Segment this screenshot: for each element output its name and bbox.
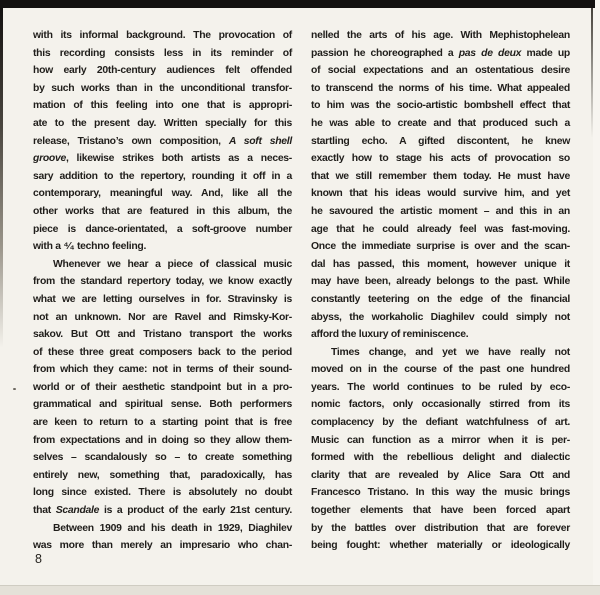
text-segment: entirely new, something that, paradoxically, has	[33, 469, 292, 481]
text-line	[33, 133, 292, 151]
text-line	[33, 115, 292, 133]
text-line	[311, 396, 570, 414]
text-segment: selves – scandalously so – to create something	[33, 452, 292, 464]
text-segment: to transcend the norms of his time. What appealed	[311, 82, 570, 94]
page-right-edge	[593, 8, 600, 595]
text-segment: dal has passed, this moment, however unique it	[311, 258, 570, 270]
text-line	[311, 379, 570, 397]
text-line	[33, 361, 292, 379]
text-line	[311, 45, 570, 63]
text-line	[33, 291, 292, 309]
text-line	[33, 449, 292, 467]
text-segment: contemporary, meaningful way. And, like all the	[33, 188, 292, 200]
text-segment: was more than merely an impresario who chan-	[33, 540, 292, 552]
text-segment: clarity that are revealed by Alice Sara Ott and	[311, 469, 570, 481]
page-right-edge-line	[591, 8, 593, 138]
text-line	[33, 537, 292, 555]
text-segment: mation of this feeling into one that is appropri-	[33, 100, 292, 112]
text-line	[33, 520, 292, 538]
text-line	[311, 238, 570, 256]
text-line	[33, 379, 292, 397]
text-segment: with a ⁴⁄₄ techno feeling.	[33, 241, 147, 253]
text-line	[33, 185, 292, 203]
text-segment: nomic factors, only occasionally stirred from its	[311, 399, 570, 411]
text-segment: world or of their aesthetic standpoint but in a pro-	[33, 381, 292, 393]
text-line	[311, 414, 570, 432]
text-segment: what we are letting ourselves in for. Stravinsky is	[33, 293, 292, 305]
text-segment: other works that are featured in this album, the	[33, 205, 292, 217]
text-column-right	[311, 27, 570, 555]
italic-text: pas de deux	[458, 47, 522, 59]
text-line	[311, 502, 570, 520]
text-line	[33, 238, 292, 256]
text-segment: constantly teetering on the edge of the financial	[311, 293, 570, 305]
text-line	[33, 150, 292, 168]
text-segment: together elements that have been forced apart	[311, 505, 570, 517]
text-segment: he savoured the artistic moment – and this in an	[311, 205, 570, 217]
text-line	[311, 168, 570, 186]
text-segment: is a product of the early 21st century.	[99, 505, 292, 517]
text-segment: of these three great composers back to the period	[33, 346, 292, 358]
text-line	[33, 467, 292, 485]
text-segment: Whenever we hear a piece of classical music	[53, 258, 292, 270]
text-line	[311, 185, 570, 203]
text-segment: abyss, the workaholic Diaghilev could simply not	[311, 311, 570, 323]
text-segment: age that he could already feel was fast-moving.	[311, 223, 570, 235]
page-left-edge-shadow	[0, 8, 3, 348]
text-segment: he was able to create and that produced such a	[311, 117, 570, 129]
text-line	[311, 150, 570, 168]
text-segment: nelled the arts of his age. With Mephistophelean	[311, 30, 570, 41]
text-line	[311, 62, 570, 80]
text-line	[33, 80, 292, 98]
text-segment: long since existed. There is absolutely no doubt	[33, 487, 292, 499]
text-segment: that we still remember them today. He must have	[311, 170, 570, 182]
text-segment: complacency by the defiant watchfulness of art.	[311, 417, 570, 429]
text-segment: , likewise strikes both artists as a neces-	[65, 153, 292, 165]
text-segment: by such works than in the unconditional transfor-	[33, 82, 292, 94]
text-line	[311, 309, 570, 327]
text-line	[311, 27, 570, 45]
text-segment: ate to the present day. Written specially for this	[33, 117, 292, 129]
text-segment: years. The world continues to be ruled by eco-	[311, 381, 570, 393]
text-line	[311, 537, 570, 555]
text-segment: sakov. But Ott and Tristano transport the works	[33, 329, 292, 341]
text-segment: Francesco Tristano. In this way the music brings	[311, 487, 570, 499]
text-line	[33, 326, 292, 344]
page-number: 8	[35, 552, 42, 566]
text-segment: from which they came: not in terms of their sound-	[33, 364, 292, 376]
text-segment: may have been, already belongs to the past. While	[311, 276, 570, 288]
text-segment: formed with the rebellious delight and dialectic	[311, 452, 570, 464]
text-line	[33, 309, 292, 327]
text-line	[33, 502, 292, 520]
text-segment: sary addition to the repertory, rounding it off in a	[33, 170, 292, 182]
text-line	[33, 414, 292, 432]
text-segment: not an unknown. Nor are Ravel and Rimsky-Kor-	[33, 311, 292, 323]
text-line	[33, 27, 292, 45]
italic-text: groove	[33, 153, 66, 165]
text-line	[311, 520, 570, 538]
page-bottom-edge	[0, 585, 600, 595]
text-segment: piece is dance-orientated, a soft-groove number	[33, 223, 292, 235]
text-line	[311, 203, 570, 221]
text-segment: being fought: whether materially or ideologically	[311, 540, 570, 552]
italic-text: Scandale	[55, 505, 100, 517]
text-line	[311, 133, 570, 151]
page-top-right-corner	[595, 0, 600, 8]
text-line	[33, 168, 292, 186]
text-line	[33, 203, 292, 221]
text-line	[33, 221, 292, 239]
text-segment: Music can function as a mirror when it is per-	[311, 434, 570, 446]
text-line	[311, 221, 570, 239]
text-segment: known that his ideas would survive him, and yet	[311, 188, 570, 200]
text-line	[33, 62, 292, 80]
text-line	[311, 273, 570, 291]
text-line	[311, 115, 570, 133]
text-segment: moved on in the course of the past one hundred	[311, 364, 570, 376]
text-segment: how early 20th-century audiences felt offended	[33, 65, 292, 77]
text-line	[33, 273, 292, 291]
text-segment: Once the immediate surprise is over and the scan-	[311, 241, 570, 253]
text-line	[33, 344, 292, 362]
text-segment: afford the luxury of reminiscence.	[311, 329, 469, 341]
text-segment: from the standard repertory today, we know exactly	[33, 276, 292, 288]
text-line	[311, 80, 570, 98]
text-segment: are keen to return to a starting point that is free	[33, 417, 292, 429]
text-segment: release, Tristano’s own composition,	[33, 135, 229, 147]
text-segment: Times change, and yet we have really not	[331, 346, 570, 358]
scan-dust-speck	[13, 388, 16, 390]
text-line	[33, 97, 292, 115]
text-segment: with its informal background. The provocation of	[33, 30, 292, 41]
text-line	[33, 256, 292, 274]
text-line	[33, 396, 292, 414]
italic-text: A soft shell	[228, 135, 292, 147]
text-segment: made up	[521, 47, 570, 59]
text-line	[311, 484, 570, 502]
text-line	[33, 45, 292, 63]
text-segment: grammatical and spiritual sense. Both performers	[33, 399, 292, 411]
text-line	[311, 361, 570, 379]
text-line	[33, 484, 292, 502]
text-line	[33, 432, 292, 450]
text-column-left	[33, 27, 292, 555]
text-segment: exactly how to stage his acts of provocation so	[311, 153, 570, 165]
text-segment: Between 1909 and his death in 1929, Diaghilev	[53, 522, 292, 534]
text-segment: to him was the socio-artistic bombshell effect that	[311, 100, 570, 112]
text-line	[311, 432, 570, 450]
text-segment: of social expectations and an ostentatious desire	[311, 65, 570, 77]
text-line	[311, 291, 570, 309]
text-segment: by the battles over distribution that are forever	[311, 522, 570, 534]
text-line	[311, 256, 570, 274]
text-segment: from expectations and in doing so they allow them-	[33, 434, 292, 446]
text-segment: this recording consists less in its reminder of	[33, 47, 292, 59]
text-segment: passion he choreographed a	[311, 47, 459, 59]
text-line	[311, 97, 570, 115]
page-top-edge-bar	[0, 0, 595, 8]
text-segment: that	[33, 505, 56, 517]
text-line	[311, 467, 570, 485]
text-segment: startling echo. A gifted discontent, he knew	[311, 135, 570, 147]
text-line	[311, 449, 570, 467]
text-line	[311, 344, 570, 362]
text-line	[311, 326, 570, 344]
